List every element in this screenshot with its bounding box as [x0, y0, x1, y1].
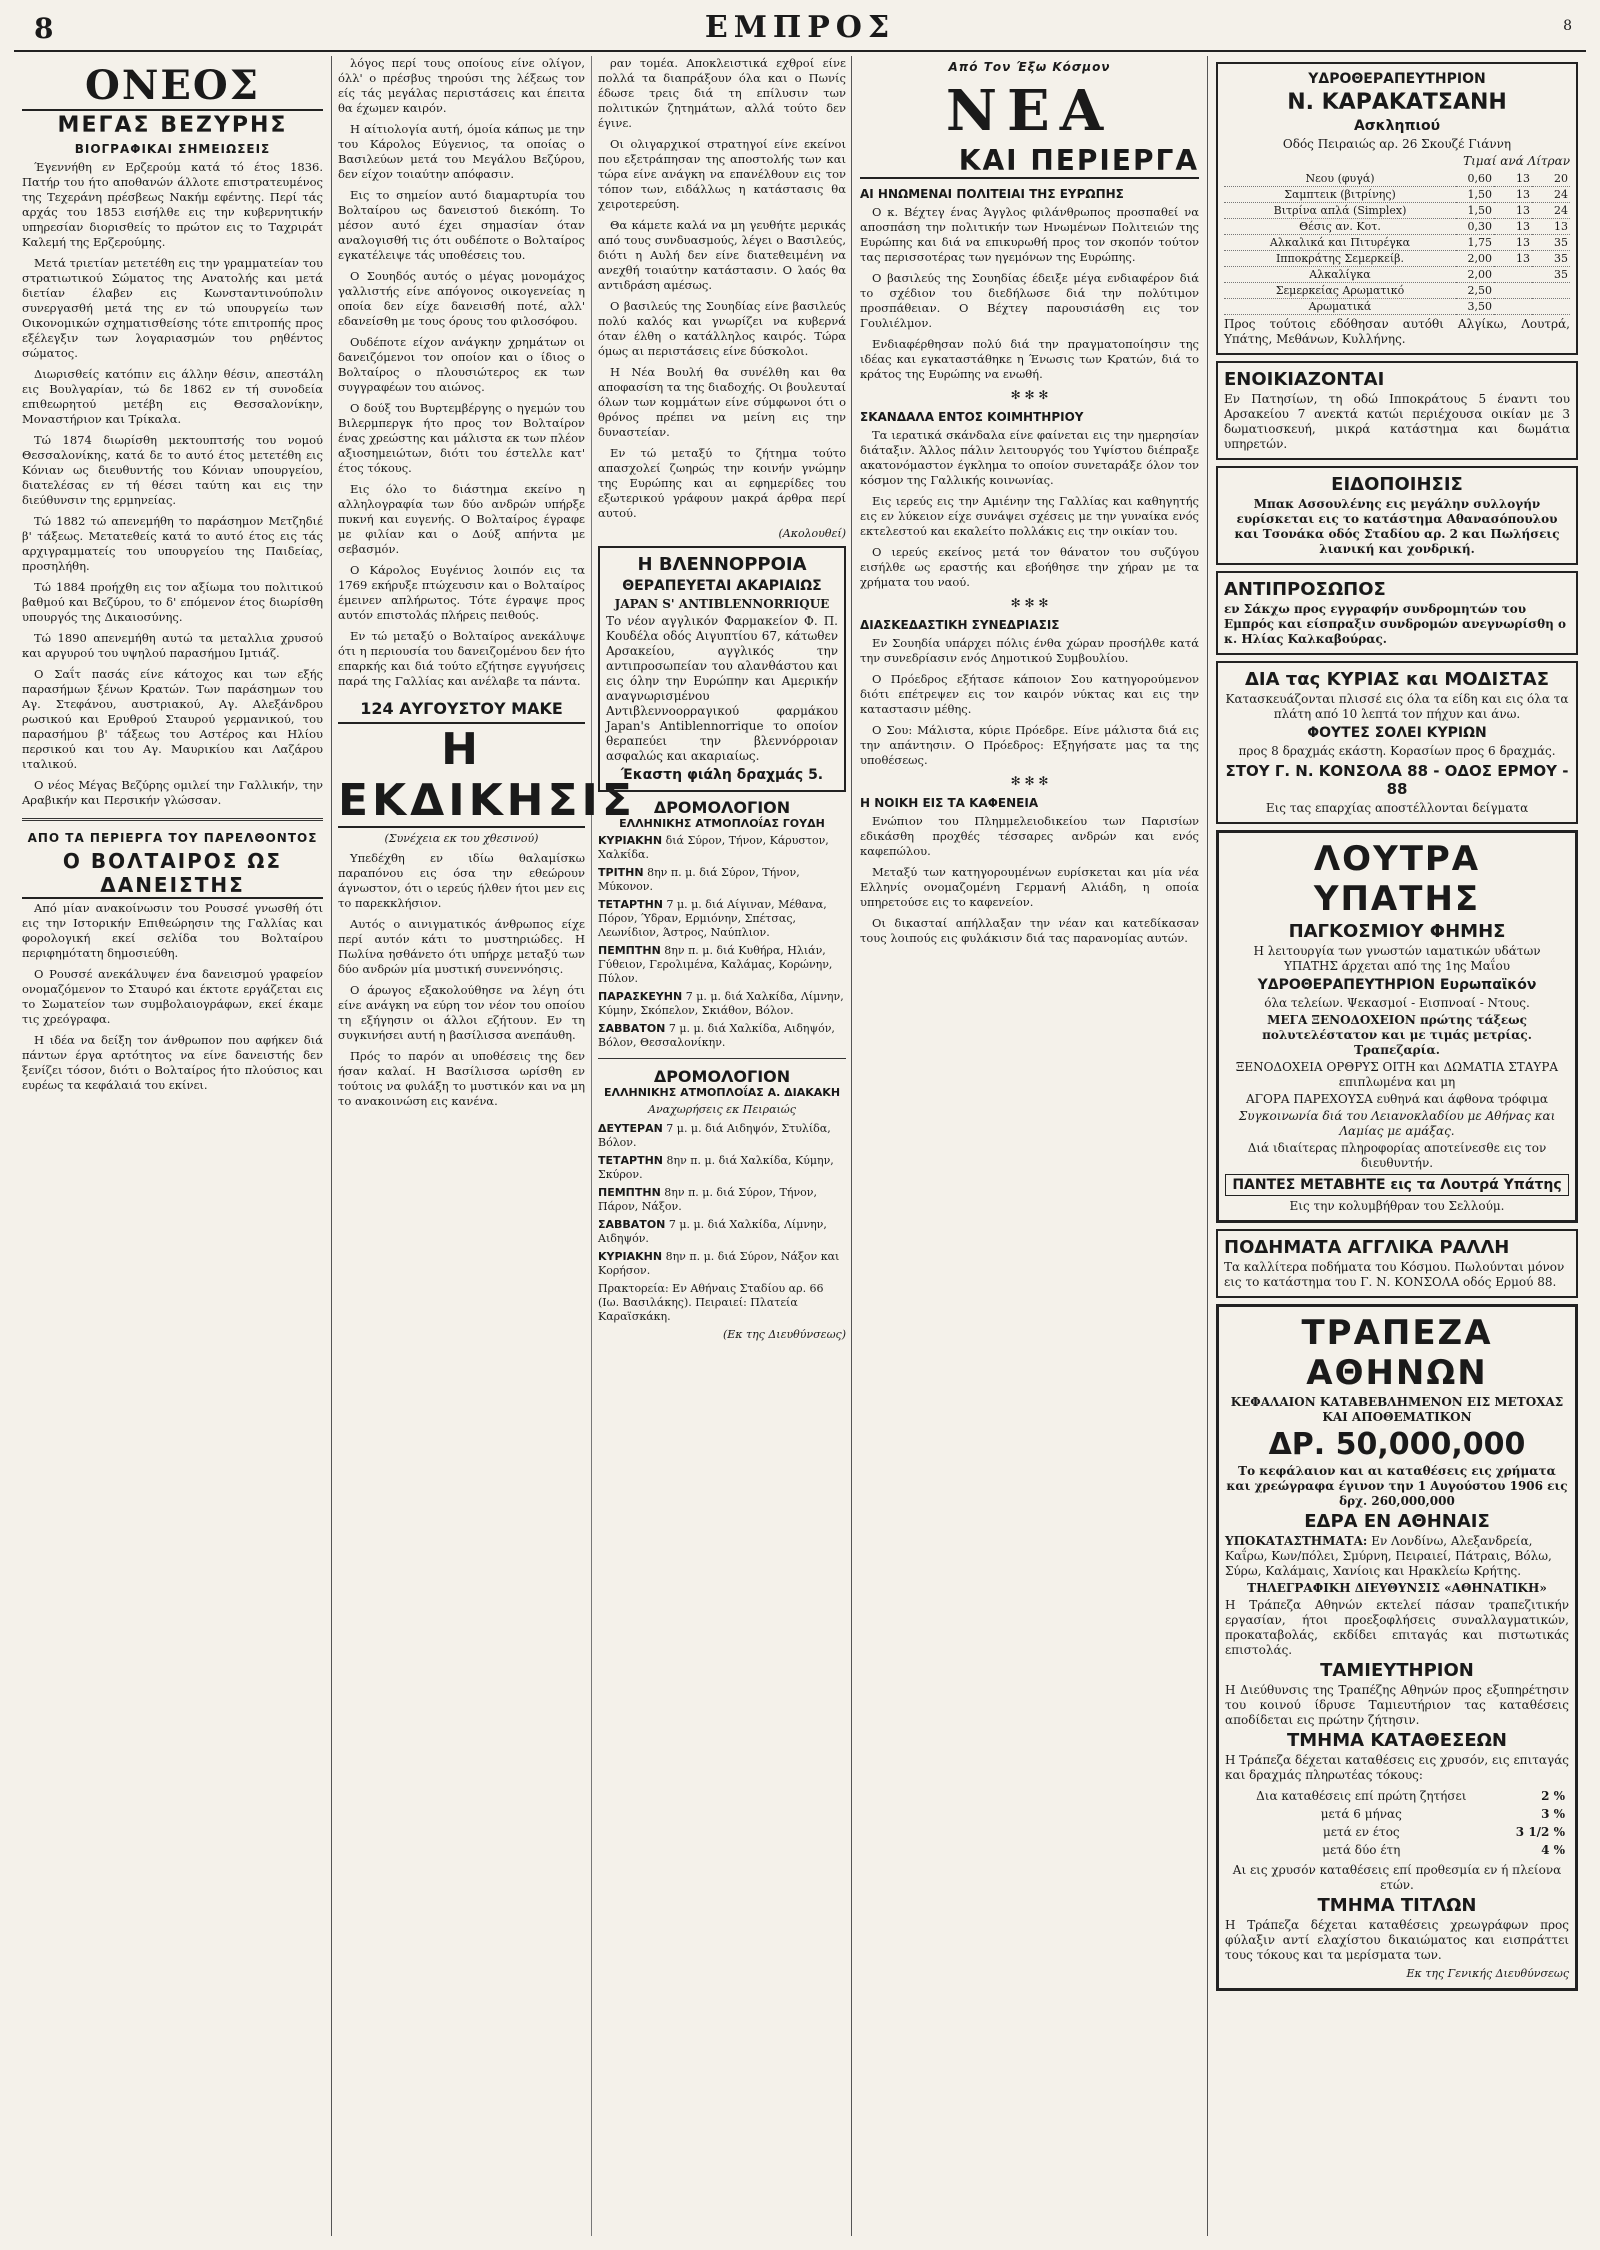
table-cell: 3 1/2 %: [1515, 1825, 1565, 1839]
paragraph: ραν τομέα. Αποκλειστικά εχθροί είνε πολλά τα διαπράξουν όλα και ο Πωνίς έδωσε τρεις διά τη επίλυσιν των πολιτικών ζητημάτων, αλλά τούτο δεν έγινε.: [598, 56, 846, 130]
table-row: [1224, 171, 1570, 187]
bank-seat: ΕΔΡΑ ΕΝ ΑΘΗΝΑΙΣ: [1304, 1511, 1490, 1532]
headline-nea: ΝΕΑ: [945, 78, 1114, 144]
table-cell: 35: [1532, 251, 1570, 267]
table-cell: 35: [1532, 235, 1570, 251]
paragraph: Ο βασιλεύς της Σουηδίας έδειξε μέγα ενδιαφέρον διά το σχέδιον του διεδήλωσε διά την πολύτιμον προσπάθειαν. Ο Βέχτεγ παρουσιάσθη εις τον Γουλιέλμον.: [860, 271, 1199, 330]
route-company-diakaki: ΕΛΛΗΝΙΚΗΣ ΑΤΜΟΠΛΟΐΑΣ Α. ΔΙΑΚΑΚΗ: [603, 1086, 841, 1099]
bank-branches: [1225, 1534, 1569, 1579]
table-cell: [1494, 299, 1532, 315]
bank-subtitle: ΚΕΦΑΛΑΙΟΝ ΚΑΤΑΒΕΒΛΗΜΕΝΟΝ ΕΙΣ ΜΕΤΟΧΑΣ ΚΑΙ ΑΠΟΘΕΜΑΤΙΚΟΝ: [1230, 1395, 1564, 1424]
route-text: 7 μ. μ. διά Αιδηψόν, Στυλίδα, Βόλον.: [598, 1122, 831, 1149]
paragraph: Η ιδέα να δείξη τον άνθρωπον που αφήκεν διά πάντων έργα αρτότητος να είνε δανειστής δεν ξενίζει τόσον, διότι ο Βολταίρος ήτο πλούσιος και ευρέως τα κεφάλαιά του εκίνει.: [22, 1033, 323, 1092]
section-head: ΔΙΑΣΚΕΔΑΣΤΙΚΗ ΣΥΝΕΔΡΙΑΣΙΣ: [860, 618, 1060, 632]
route-text: 8ην π. μ. διά Σύρον, Τήνον, Πάρον, Νάξον.: [598, 1186, 817, 1213]
ad-line: Συγκοινωνία διά του Λειανοκλαδίου με Αθήνας και Λαμίας με αμάξας.: [1238, 1109, 1556, 1138]
ad-shoes: [1216, 1229, 1578, 1298]
newspaper-page: [14, 10, 1586, 2238]
ad-title: ΑΝΤΙΠΡΟΣΩΠΟΣ: [1224, 579, 1386, 600]
paragraph: Πρός το παρόν αι υποθέσεις της δεν ήσαν καλαί. Η Βασίλισσα ωρίσθη εν τούτοις να φυλάξη το μυστικόν και να μη το ανακοινώση εις κανένα.: [338, 1049, 585, 1108]
paragraph: Ο βασιλεύς της Σουηδίας είνε βασιλεύς πολύ καλός και γνωρίζει να κυβερνά όταν έλθη ο κατάλληλος καιρός. Τώρα όμως αι περιστάσεις είνε δύσκολοι.: [598, 299, 846, 358]
table-row: [1224, 283, 1570, 299]
route-day: ΤΕΤΑΡΤΗΝ: [598, 898, 664, 911]
paragraph: Ο ιερεύς εκείνος μετά τον θάνατον του συζύγου εισήλθε ως εραστής και εβοήθησε την χήραν με τα χρήματα του ναού.: [860, 545, 1199, 589]
table-row: [1224, 235, 1570, 251]
ad-representative: [1216, 571, 1578, 655]
table-cell: 2,50: [1456, 283, 1494, 299]
route-text: 7 μ. μ. διά Χαλκίδα, Αιδηψόν, Βόλον, Θεσσαλονίκην.: [598, 1022, 835, 1049]
route-item: [598, 1250, 846, 1278]
masthead: [14, 10, 1586, 52]
ad-title: ΥΔΡΟΘΕΡΑΠΕΥΤΗΡΙΟΝ: [1308, 71, 1486, 87]
paragraph: Ο Κάρολος Ευγένιος λοιπόν εις τα 1769 εκήρυξε πτώχευσιν και ο Βολταίρος έμεινεν απλήρωτος. Τότε έγραψε προς αυτόν επιστολάς πλήρεις πειθούς.: [338, 563, 585, 622]
column-1: [14, 56, 332, 2236]
route-item: [598, 990, 846, 1018]
ad-title: ΕΙΔΟΠΟΙΗΣΙΣ: [1331, 474, 1463, 495]
route-item: [598, 834, 846, 862]
table-row: [1224, 267, 1570, 283]
section-head: ΣΚΑΝΔΑΛΑ ΕΝΤΟΣ ΚΟΙΜΗΤΗΡΙΟΥ: [860, 410, 1084, 424]
table-cell: 3 %: [1541, 1807, 1565, 1821]
table-cell: 2 %: [1541, 1789, 1565, 1803]
ad-title: ΔΙΑ τας ΚΥΡΙΑΣ και ΜΟΔΙΣΤΑΣ: [1244, 669, 1550, 690]
ad-bank-of-athens: [1216, 1304, 1578, 1991]
ad-name: Ν. ΚΑΡΑΚΑΤΣΑΝΗ: [1287, 90, 1507, 115]
paragraph: Τα ιερατικά σκάνδαλα είνε φαίνεται εις την ημερησίαν διάταξιν. Άλλος πάλιν λειτουργός του Υψίστου διέπραξε ακατονόμαστον έγκλημα το οποίον συνεταράξε όλον τον κόσμον της Γαλλικής κοινωνίας.: [860, 428, 1199, 487]
paragraph: Η Νέα Βουλή θα συνέλθη και θα αποφασίση τα της διαδοχής. Οι βουλευταί όλων των κομμάτων είνε σύμφωνοι ότι ο θρόνος πρέπει να μείνη εις την δυναστείαν.: [598, 365, 846, 439]
table-cell: 1,50: [1456, 203, 1494, 219]
column-3: [852, 56, 1208, 2236]
table-cell: 35: [1532, 267, 1570, 283]
serial-date-line: 124 ΑΥΓΟΥΣΤΟΥ ΜΑΚΕ: [360, 699, 563, 718]
route-day: ΤΕΤΑΡΤΗΝ: [598, 1154, 664, 1167]
paragraph: Υπεδέχθη εν ιδίω θαλαμίσκω παραπόνου εις όσα την εθεώρουν άγνωστον, ότι ο ιερεύς ήλθεν ήτοι μεν εις το παρεκκλήσιον.: [338, 851, 585, 910]
ad-title: ΕΝΟΙΚΙΑΖΟΝΤΑΙ: [1224, 369, 1385, 390]
route-item: [598, 944, 846, 986]
paragraph: Εν τώ μεταξύ το ζήτημα τούτο απασχολεί ζωηρώς την κοινήν γνώμην της Ευρώπης και αι εφημερίδες του εξωτερικού γράφουν μακρά άρθρα περί αυτού.: [598, 446, 846, 520]
paragraph: Θα κάμετε καλά να μη γευθήτε μερικάς από τους συνδυασμούς, λέγει ο Βασιλεύς, διότι η Αυλή δεν είνε διατεθειμένη να ανεχθή τοιαύτην κατάστασιν. Ο λαός θα αντιδράση αμέσως.: [598, 218, 846, 292]
table-row: [1224, 251, 1570, 267]
paragraph: Τώ 1884 προήχθη εις τον αξίωμα του πολιτικού βαθμού και Βεζύρου, το δ' επόμενον έτος διωρίσθη υπουργός της Δικαιοσύνης.: [22, 580, 323, 624]
paragraph: Εν τώ μεταξύ ο Βολταίρος ανεκάλυψε ότι η περιουσία του δανειζομένου δεν ήτο επαρκής και διά τούτο εζήτησε εγγυήσεις παρά της Γαλλίας και ανέλαβε τα πάντα.: [338, 629, 585, 688]
paragraph: Ο Πρόεδρος εξήτασε κάποιον Σου κατηγορούμενον διότι επέτρεψεν εις τον καιρόν νύκτας και εις την καταστασιν μέθης.: [860, 672, 1199, 716]
table-cell: Αλκαλικά και Πιτυρέγκα: [1224, 235, 1456, 251]
table-cell: 13: [1494, 171, 1532, 187]
kicker-curiosities: ΑΠΟ ΤΑ ΠΕΡΙΕΡΓΑ ΤΟΥ ΠΑΡΕΛΘΟΝΤΟΣ: [27, 831, 318, 845]
paragraph: Αυτός ο αινιγματικός άνθρωπος είχε περί αυτόν κάτι το μυστηριώδες. Η Πωλίνα ησθάνετο ότι υπήρχε μεταξύ των δύο ανδρών μία μυστική συνεννόησις.: [338, 917, 585, 976]
titles-text: Η Τράπεζα δέχεται καταθέσεις χρεωγράφων προς φύλαξιν αντί ελαχίστου δικαιώματος και εισπράττει τους τόκους και τα μερίσματα των.: [1225, 1918, 1569, 1962]
ad-address: Ασκληπιού: [1353, 118, 1441, 134]
route-item: [598, 1186, 846, 1214]
table-row: [1224, 203, 1570, 219]
route-day: ΠΕΜΠΤΗΝ: [598, 944, 661, 957]
table-row: [1225, 1841, 1569, 1859]
paragraph: Τώ 1890 απενεμήθη αυτώ τα μεταλλια χρυσού και αργυρού του υψηλού παρασήμου Ιμτιάζ.: [22, 631, 323, 660]
ad-hydrotherapy: [1216, 62, 1578, 355]
ad-text: εν Σάκχω προς εγγραφήν συνδρομητών του Εμπρός και είσπραξιν συνδρομών ανεγνωρίσθη ο κ. Ηλίας Καλκαβούρας.: [1224, 602, 1567, 646]
section-head: ΑΙ ΗΝΩΜΕΝΑΙ ΠΟΛΙΤΕΙΑΙ ΤΗΣ ΕΥΡΩΠΗΣ: [860, 187, 1124, 201]
route-item: [598, 1154, 846, 1182]
corner-mark: 8: [1563, 18, 1572, 34]
table-cell: 13: [1494, 235, 1532, 251]
route-office: Πρακτορεία: Εν Αθήναις Σταδίου αρ. 66 (Ιω. Βασιλάκης). Πειραιεί: Πλατεία Καραϊσκάκη.: [598, 1282, 824, 1323]
paragraph: Τώ 1882 τώ απενεμήθη το παράσημον Μετζηδιέ β' τάξεως. Μετατεθείς κατά το αυτό έτος εις τάς αρχιγραμματείς του υπουργείου της Παιδείας, προσηλήθη.: [22, 514, 323, 573]
ad-price: Έκαστη φιάλη δραχμάς 5.: [620, 767, 824, 783]
table-cell: [1532, 283, 1570, 299]
ad-for-rent: [1216, 361, 1578, 460]
table-cell: Ιπποκράτης Σεμερκείβ.: [1224, 251, 1456, 267]
route-item: [598, 1022, 846, 1050]
ad-brand: JAPAN S' ANTIBLENNORRIQUE: [614, 597, 830, 611]
table-cell: 13: [1494, 203, 1532, 219]
route-item: [598, 866, 846, 894]
route-title-goudi: ΔΡΟΜΟΛΟΓΙΟΝ: [653, 798, 791, 817]
table-cell: [1494, 267, 1532, 283]
headline-neos: ΟΝΕΟΣ: [22, 62, 323, 111]
ad-ypati-baths: [1216, 830, 1578, 1223]
column-2b: [592, 56, 852, 2236]
route-text: 8ην π. μ. διά Κυθήρα, Ηλιάν, Γύθειον, Γερολιμένα, Καλάμας, Κορώνην, Πύλον.: [598, 944, 833, 985]
table-cell: 3,50: [1456, 299, 1494, 315]
table-row: [1225, 1823, 1569, 1841]
paragraph: Μεταξύ των κατηγορουμένων ευρίσκεται και μία νέα Ελληνίς ονομαζομένη Γερμανή Αλιάδη, η οποία υπηρετούσε εις το καφενείον.: [860, 865, 1199, 909]
paragraph: Ο δούξ του Βυρτεμβέργης ο ηγεμών του Βιλερμπεργκ ήτο προς τον Βολταίρον ένας χρεώστης και μάλιστα εκ των πλέον αξιοσημειώτων, διότι του έστελλε κατ' έτος τόκους.: [338, 401, 585, 475]
paragraph: Ο Ρουσσέ ανεκάλυψεν ένα δανεισμού γραφείον ονομαζόμενον το Σταυρό και έκτοτε εργάζεται εις το Σωματείον των συμβολαιογράφων, εκεί έκαμε τις χρεόγραφα.: [22, 967, 323, 1026]
ad-text: Η λειτουργία των γνωστών ιαματικών υδάτων ΥΠΑΤΗΣ άρχεται από της 1ης Μαΐου: [1253, 944, 1541, 973]
divider: [598, 1058, 846, 1059]
rates-table: [1225, 1787, 1569, 1859]
table-row: [1225, 1805, 1569, 1823]
deposits-text: Η Τράπεζα δέχεται καταθέσεις εις χρυσόν, εις επιταγάς και δραχμάς πληρωτέας τόκους:: [1225, 1753, 1570, 1782]
route-company-goudi: ΕΛΛΗΝΙΚΗΣ ΑΤΜΟΠΛΟΐΑΣ ΓΟΥΔΗ: [619, 817, 825, 830]
separator: ✻ ✻ ✻: [1010, 388, 1049, 402]
table-cell: 13: [1494, 219, 1532, 235]
table-cell: 2,00: [1456, 251, 1494, 267]
paragraph: Μετά τριετίαν μετετέθη εις την γραμματείαν του στρατιωτικού Σώματος της Ανατολής και μετά διετίαν έλαβεν εις Κωνσταντινούπολιν συνεργασθή μετά της εν τώ υπουργείω των Οικονομικών σχηματισθείσης τότε επιτροπής προς εξέλεγξιν των λογαριασμών του ρηθέντος σώματος.: [22, 256, 323, 360]
table-cell: 0,60: [1456, 171, 1494, 187]
price-table: [1224, 171, 1570, 315]
ad-title: ΛΟΥΤΡΑ ΥΠΑΤΗΣ: [1313, 839, 1481, 919]
ad-title: ΠΟΔΗΜΑΤΑ ΑΓΓΛΙΚΑ ΡΑΛΛΗ: [1224, 1237, 1510, 1258]
table-cell: 1,50: [1456, 187, 1494, 203]
table-cell: 13: [1494, 251, 1532, 267]
table-cell: [1494, 283, 1532, 299]
column-4: [1208, 56, 1586, 2236]
savings-text: Η Διεύθυνσις της Τραπέζης Αθηνών προς εξυπηρέτησιν του κοινού ίδρυσε Ταμιευτήριον τας καταθέσεις αποδίδεται εις πρώτην ζήτησιν.: [1225, 1683, 1569, 1727]
route-day: ΠΑΡΑΣΚΕΥΗΝ: [598, 990, 683, 1003]
headline-kai-periergа: ΚΑΙ ΠΕΡΙΕΡΓΑ: [860, 144, 1199, 179]
ad-line: ΑΓΟΡΑ ΠΑΡΕΧΟΥΣΑ ευθηνά και άφθονα τρόφιμα: [1246, 1092, 1548, 1106]
route-text: 8ην π. μ. διά Σύρον, Τήνον, Μύκονον.: [598, 866, 800, 893]
route-text: διά Σύρον, Τήνον, Κάρυστον, Χαλκίδα.: [598, 834, 829, 861]
ad-store: ΣΤΟΥ Γ. Ν. ΚΟΝΣΟΛΑ 88 - ΟΔΟΣ ΕΡΜΟΥ - 88: [1225, 762, 1569, 798]
route-sign: (Εκ της Διευθύνσεως): [722, 1328, 846, 1341]
table-cell: Νεου (φυγά): [1224, 171, 1456, 187]
table-row: [1225, 1787, 1569, 1805]
paragraph: Έγεννήθη εν Ερζερούμ κατά τό έτος 1836. Πατήρ του ήτο αποθανών άλλοτε επιστρατευμένος της Τεχεράνη πρέσβεως Νακήμ εφέντης. Περί τάς αρχάς του 1853 εισήλθε εις την κυβερνητικήν υπηρεσίαν διορισθείς το πρώτον εις το Ταχριράτ Καλεμή της Ερζερούμης.: [22, 160, 323, 249]
table-cell: Δια καταθέσεις επί πρώτη ζητήσει: [1256, 1789, 1467, 1803]
kicker-outside-world: Από Τον Έξω Κόσμον: [948, 60, 1111, 74]
route-text: 8ην π. μ. διά Χαλκίδα, Κύμην, Σκύρον.: [598, 1154, 834, 1181]
ad-text: Κατασκευάζονται πλισσέ εις όλα τα είδη και εις όλα τα πλάτη από 10 λεπτά τον πήχυν και άνω.: [1225, 692, 1569, 721]
deposits-title: ΤΜΗΜΑ ΚΑΤΑΘΕΣΕΩΝ: [1286, 1730, 1507, 1751]
table-cell: Σαμπτεικ (βιτρίνης): [1224, 187, 1456, 203]
column-2: [332, 56, 852, 2236]
ad-store-note: Εις τας επαρχίας αποστέλλονται δείγματα: [1265, 801, 1529, 815]
ad-strong: ΥΔΡΟΘΕΡΑΠΕΥΤΗΡΙΟΝ Ευρωπαϊκόν: [1257, 977, 1537, 993]
bank-telegraph: ΤΗΛΕΓΡΑΦΙΚΗ ΔΙΕΥΘΥΝΣΙΣ «ΑΘΗΝΑΤΙΚΗ»: [1247, 1581, 1547, 1595]
paragraph: Εν Σουηδία υπάρχει πόλις ένθα χώραν προσήλθε κατά την συνεδρίασιν ενός Δημοτικού Συμβουλίου.: [860, 636, 1199, 665]
ad-title: Η ΒΛΕΝΝΟΡΡΟΙΑ: [637, 554, 807, 575]
table-cell: Θέσις αν. Κοτ.: [1224, 219, 1456, 235]
table-cell: Σεμερκείας Αρωματικό: [1224, 283, 1456, 299]
route-day: ΚΥΡΙΑΚΗΝ: [598, 834, 663, 847]
table-cell: Αρωματικά: [1224, 299, 1456, 315]
table-cell: 24: [1532, 203, 1570, 219]
table-cell: Αλκαλίγκα: [1224, 267, 1456, 283]
paragraph: Ο Σου: Μάλιστα, κύριε Πρόεδρε. Είνε μάλιστα διά εις την απάντησιν. Ο Πρόεδρος: Εξηγήσατε μας τα της υποθέσεως.: [860, 723, 1199, 767]
paragraph: Ο Σουηδός αυτός ο μέγας μονομάχος γαλλιστής είνε απόγονος οικογενείας η οποία δεν είχε δανεισθή ποτέ, αλλ' εδανείσθη με τους όρους του φιλοσόφου.: [338, 269, 585, 328]
paragraph: Οι ολιγαρχικοί στρατηγοί είνε εκείνοι που εξετράπησαν της αποστολής των και τώρα είνε ανάγκη να επανέλθουν εις τον τόπον των, ειδάλλως η κατάστασις θα χειροτερεύση.: [598, 137, 846, 211]
bank-amount: ΔΡ. 50,000,000: [1268, 1427, 1526, 1462]
ad-footnote: Προς τούτοις εδόθησαν αυτόθι Αλγίκω, Λουτρά, Υπάτης, Μεθάνων, Κυλλήνης.: [1224, 317, 1570, 346]
paragraph: Ο κ. Βέχτεγ ένας Άγγλος φιλάνθρωπος προσπαθεί να αποσπάση την πολιτικήν των Ηνωμένων Πολιτειών της Ευρώπης και διά να επικυρωθή προς τον σκοπόν τούτον τας περισσοτέρας των ηγεμόνων της Ευρώπης.: [860, 205, 1199, 264]
ad-note: Οδός Πειραιώς αρ. 26 Σκουζέ Γιάννη: [1282, 137, 1512, 151]
paragraph: Εις ιερεύς εις την Αμιένην της Γαλλίας και καθηγητής εις εν λύκειον είχε συνάψει σχέσεις με την γυναίκα ενός εκτελεστού και εκαλείτο πολλάκις εις την οικίαν του.: [860, 494, 1199, 538]
route-day: ΠΕΜΠΤΗΝ: [598, 1186, 661, 1199]
route-text: 7 μ. μ. διά Χαλκίδα, Λίμνην, Αιδηψόν.: [598, 1218, 827, 1245]
section-head: Η ΝΟΙΚΗ ΕΙΣ ΤΑ ΚΑΦΕΝΕΙΑ: [860, 796, 1039, 810]
route-item: [598, 1122, 846, 1150]
paragraph: Τώ 1874 διωρίσθη μεκτουπτσής του νομού Θεσσαλονίκης, κατά δε το αυτό έτος μετετέθη εις Κόνιαν ως διευθυντής του Κόνιαν υπουργείου, διατελέσας εν τή θέσει ταύτη και εις την διεύθυνσιν της ερμηνείας.: [22, 433, 323, 507]
route-day: ΔΕΥΤΕΡΑΝ: [598, 1122, 663, 1135]
route-day: ΣΑΒΒΑΤΟΝ: [598, 1022, 666, 1035]
table-row: [1224, 299, 1570, 315]
table-row: [1224, 219, 1570, 235]
table-cell: 20: [1532, 171, 1570, 187]
feuilleton-continued: (Συνέχεια εκ του χθεσινού): [384, 832, 539, 845]
table-cell: 0,30: [1456, 219, 1494, 235]
bank-line: Το κεφάλαιον και αι καταθέσεις εις χρήματα και χρεώγραφα έγινον την 1 Αυγούστου 1906 εις δρχ. 260,000,000: [1226, 1464, 1568, 1508]
table-cell: [1532, 299, 1570, 315]
paragraph: Ενώπιον του Πλημμελειοδικείου των Παρισίων εδικάσθη προχθές τέσσαρες ανδρών και ενός καφεπώλου.: [860, 814, 1199, 858]
ad-text: Τα καλλίτερα ποδήματα του Κόσμου. Πωλούνται μόνον εις το κατάστημα του Γ. Ν. ΚΟΝΣΟΛΑ οδός Ερμού 88.: [1224, 1260, 1565, 1289]
price-caption: Τιμαί ανά Λίτραν: [1463, 154, 1570, 168]
ad-text: Μπακ Ασσουλένης εις μεγάλην συλλογήν ευρίσκεται εις το κατάστημα Αθανασόπουλου και Τσονάκα οδός Σταδίου αρ. 2 και Πωλήσεις λιανική και χονδρική.: [1234, 497, 1560, 556]
ad-banner: ΠΑΝΤΕΣ ΜΕΤΑΒΗΤΕ εις τα Λουτρά Υπάτης: [1225, 1174, 1569, 1196]
savings-title: ΤΑΜΙΕΥΤΗΡΙΟΝ: [1320, 1660, 1474, 1681]
route-text: 8ην π. μ. διά Σύρον, Νάξον και Κορήσον.: [598, 1250, 840, 1277]
paper-title: ΕΜΠΡΟΣ: [704, 10, 896, 45]
table-cell: μετά δύο έτη: [1322, 1843, 1401, 1857]
table-cell: μετά εν έτος: [1322, 1825, 1400, 1839]
table-cell: 4 %: [1541, 1843, 1565, 1857]
ad-blennorrhea: [598, 546, 846, 792]
ad-ladies: [1216, 661, 1578, 824]
paragraph: Η αίτιολογία αυτή, όμοία κάπως με την του Κάρολος Εύγενιος, τα οποίας ο Βασιλεύων μετά του Μεγάλου Βεζύρου, δεν είχον τοιαύτην απόφασιν.: [338, 122, 585, 181]
table-cell: μετά 6 μήνας: [1320, 1807, 1402, 1821]
ad-text: Το νέον αγγλικόν Φαρμακείον Φ. Π. Κουδέλα οδός Αιγυπτίου 67, κάτωθεν Αρσακείου, αγγλικός την αντιπροσωπείαν του αλανθάστου και εις όλην την Ευρώπην και Αμερικήν αναγνωρισμένου Αντιβλεννοορραγικού φαρμάκου Japan's Antiblennorrique το οποίον θεραπεύει την βλεννόρροιαν ασφαλώς και ακαριαίως.: [606, 614, 838, 763]
ad-notice: [1216, 466, 1578, 565]
table-cell: 2,00: [1456, 267, 1494, 283]
ad-text: Εν Πατησίων, τη οδώ Ιπποκράτους 5 έναντι του Αρσακείου 7 ανεκτά κατώι περιέχουσα οικίαν με 3 δωματιοσκευή, μικρά κατάστημα και δωμάτια υπηρετών.: [1224, 392, 1570, 451]
ad-strong: ΦΟΥΤΕΣ ΣΟΛΕΙ ΚΥΡΙΩΝ: [1307, 725, 1487, 741]
ad-footer: Εις την κολυμβήθραν του Σελλούμ.: [1289, 1199, 1505, 1213]
titles-title: ΤΜΗΜΑ ΤΙΤΛΩΝ: [1317, 1895, 1477, 1916]
route-day: ΤΡΙΤΗΝ: [598, 866, 644, 879]
route-item: [598, 1218, 846, 1246]
paragraph: Εις όλο το διάστημα εκείνο η αλληλογραφία των δύο ανδρών υπήρξε πυκνή και ευγενής. Ο Βολταίρος έγραφε με φιλίαν και ο Δούξ απήντα με σεβασμόν.: [338, 482, 585, 556]
ad-subtitle: ΘΕΡΑΠΕΥΕΤΑΙ ΑΚΑΡΙΑΙΩΣ: [622, 578, 822, 594]
paragraph: Ο νέος Μέγας Βεζύρης ομιλεί την Γαλλικήν, την Αραβικήν και Περσικήν γλώσσαν.: [22, 778, 323, 807]
ad-line: ΞΕΝΟΔΟΧΕΙΑ ΟΡΘΡΥΣ ΟΙΤΗ και ΔΩΜΑΤΙΑ ΣΤΑΥΡΑ επιπλωμένα και μη: [1235, 1060, 1559, 1089]
bank-branches-text: Εν Λονδίνω, Αλεξανδρεία, Καΐρω, Κων/πόλει, Σμύρνη, Πειραιεί, Πάτραις, Βόλω, Σύρω, Καλάμαις, Χανίοις και Ηρακλείω Κρήτης.: [1225, 1534, 1552, 1578]
route-day: ΣΑΒΒΑΤΟΝ: [598, 1218, 666, 1231]
continued-sign: (Ακολουθεί): [778, 527, 846, 540]
page-number: 8: [34, 12, 54, 45]
paragraph: Οι δικασταί απήλλαξαν την νέαν και κατεδίκασαν τους λοιπούς εις φυλάκισιν διά τας παρανομίας αυτών.: [860, 916, 1199, 945]
route-text: 7 μ. μ. διά Αίγιναν, Μέθανα, Πόρον, Ύδραν, Ερμιόνην, Σπέτσας, Λεωνίδιον, Άστρος, Ναύπλιον.: [598, 898, 827, 939]
bank-branches-label: ΥΠΟΚΑΤΑΣΤΗΜΑΤΑ:: [1225, 1534, 1368, 1548]
paragraph: Ενδιαφέρθησαν πολύ διά την πραγματοποίησιν της ιδέας και εγκαταστάθηκε η Ένωσις των Κρατών, διά το κράτος της Ευρώπης να ενωθή.: [860, 337, 1199, 381]
ad-line: όλα τελείων. Ψεκασμοί - Εισπνοαί - Ντους.: [1264, 996, 1530, 1010]
deposits-footnote: Αι εις χρυσόν καταθέσεις επί προθεσμία εν ή πλείονα ετών.: [1232, 1863, 1562, 1892]
table-row: [1224, 187, 1570, 203]
table-cell: 13: [1532, 219, 1570, 235]
paragraph: Εις το σημείον αυτό διαμαρτυρία του Βολταίρου ως δανειστού διεκόπη. Το μέσον αυτό έχει σημασίαν όταν αναλογισθή τις ότι ουδέποτε ο Βολταίρος εγκατέλειψε τάς υποθέσεις του.: [338, 188, 585, 262]
ad-small: προς 8 δραχμάς εκάστη. Κορασίων προς 6 δραχμάς.: [1238, 744, 1556, 758]
paragraph: λόγος περί τους οποίους είνε ολίγον, όλλ' ο πρέσβυς τηρούσι της λέξεως τον είς τάς μεγάλας περιστάσεις και έπειτα θα έχωμεν καιρόν.: [338, 56, 585, 115]
headline-voltaire: Ο ΒΟΛΤΑΙΡΟΣ ΩΣ ΔΑΝΕΙΣΤΗΣ: [22, 849, 323, 899]
paragraph: Ουδέποτε είχον ανάγκην χρημάτων οι δανειζόμενοι τον οποίον και ο ίδιος ο Βολταίρος ο πλουσιώτερος εκ των συγγραφέων του αιώνος.: [338, 335, 585, 394]
route-day: ΚΥΡΙΑΚΗΝ: [598, 1250, 663, 1263]
table-cell: 1,75: [1456, 235, 1494, 251]
ad-subtitle: ΠΑΓΚΟΣΜΙΟΥ ΦΗΜΗΣ: [1288, 921, 1506, 942]
paragraph: Διωρισθείς κατόπιν εις άλλην θέσιν, απεστάλη εις Βουλγαρίαν, τώ δε 1862 εν τή συνοδεία επιθεωρητού μετέβη εις Θεσσαλονίκην, Μοναστήριον και Τρίκαλα.: [22, 367, 323, 426]
divider: [22, 818, 323, 821]
bank-title: ΤΡΑΠΕΖΑ ΑΘΗΝΩΝ: [1301, 1313, 1493, 1393]
paragraph: Ο Σαΐτ πασάς είνε κάτοχος και των εξής παρασήμων ξένων Κρατών. Των παράσημων του Αγ. Στεφάνου, αυστριακού, Αγ. Αλεξάνδρου ρωσικού και Ερυθρού Σταυρού γερμανικού, του παρασήμου β' τάξεως του Αστέρος και Ηλίου περσικού και του Αγ. Μαυρικίου και Λαζάρου ιταλικού.: [22, 667, 323, 771]
separator: ✻ ✻ ✻: [1010, 774, 1049, 788]
table-cell: Βιτρίνα απλά (Simplex): [1224, 203, 1456, 219]
feuilleton-title: Η ΕΚΔΙΚΗΣΙΣ: [338, 724, 636, 826]
route-title-diakaki: ΔΡΟΜΟΛΟΓΙΟΝ: [653, 1067, 791, 1086]
route-item: [598, 898, 846, 940]
bank-operations: Η Τράπεζα Αθηνών εκτελεί πάσαν τραπεζιτικήν εργασίαν, ήτοι προεξοφλήσεις συναλλαγματικών, προκαταβολάς, εκδίδει επιταγάς και πιστωτικάς επιστολάς.: [1225, 1598, 1569, 1657]
paragraph: Ο άρωγος εξακολούθησε να λέγη ότι είνε ανάγκη να εύρη τον νέον του οποίου τη εξήγησιν οι άλλοι εζήτουν. Εν τη συγκινήσει αυτή η βασίλισσα ανεπάυθη.: [338, 983, 585, 1042]
route-text: 7 μ. μ. διά Χαλκίδα, Λίμνην, Κύμην, Σκόπελον, Σκιάθον, Βόλον.: [598, 990, 844, 1017]
table-cell: 24: [1532, 187, 1570, 203]
route-note: Αναχωρήσεις εκ Πειραιώς: [648, 1103, 796, 1116]
bank-sign: Εκ της Γενικής Διευθύνσεως: [1406, 1967, 1569, 1980]
separator: ✻ ✻ ✻: [1010, 596, 1049, 610]
subheadline-vezyris: ΜΕΓΑΣ ΒΕΖΥΡΗΣ: [57, 113, 288, 138]
ad-line: Διά ιδιαίτερας πληροφορίας αποτείνεσθε εις τον διευθυντήν.: [1247, 1141, 1547, 1170]
paragraph: Από μίαν ανακοίνωσιν του Ρουσσέ γνωσθή ότι εις την Ιστορικήν Επιθεώρησιν της Γαλλίας και φορολογική εκεί σελίδα του Βολταίρου περιφημότατη δημοσιεύθη.: [22, 901, 323, 960]
ad-line: ΜΕΓΑ ΞΕΝΟΔΟΧΕΙΟΝ πρώτης τάξεως πολυτελέστατον και με τιμάς μετρίας. Τραπεζαρία.: [1262, 1013, 1532, 1057]
table-cell: 13: [1494, 187, 1532, 203]
kicker-biographical: ΒΙΟΓΡΑΦΙΚΑΙ ΣΗΜΕΙΩΣΕΙΣ: [74, 142, 271, 156]
